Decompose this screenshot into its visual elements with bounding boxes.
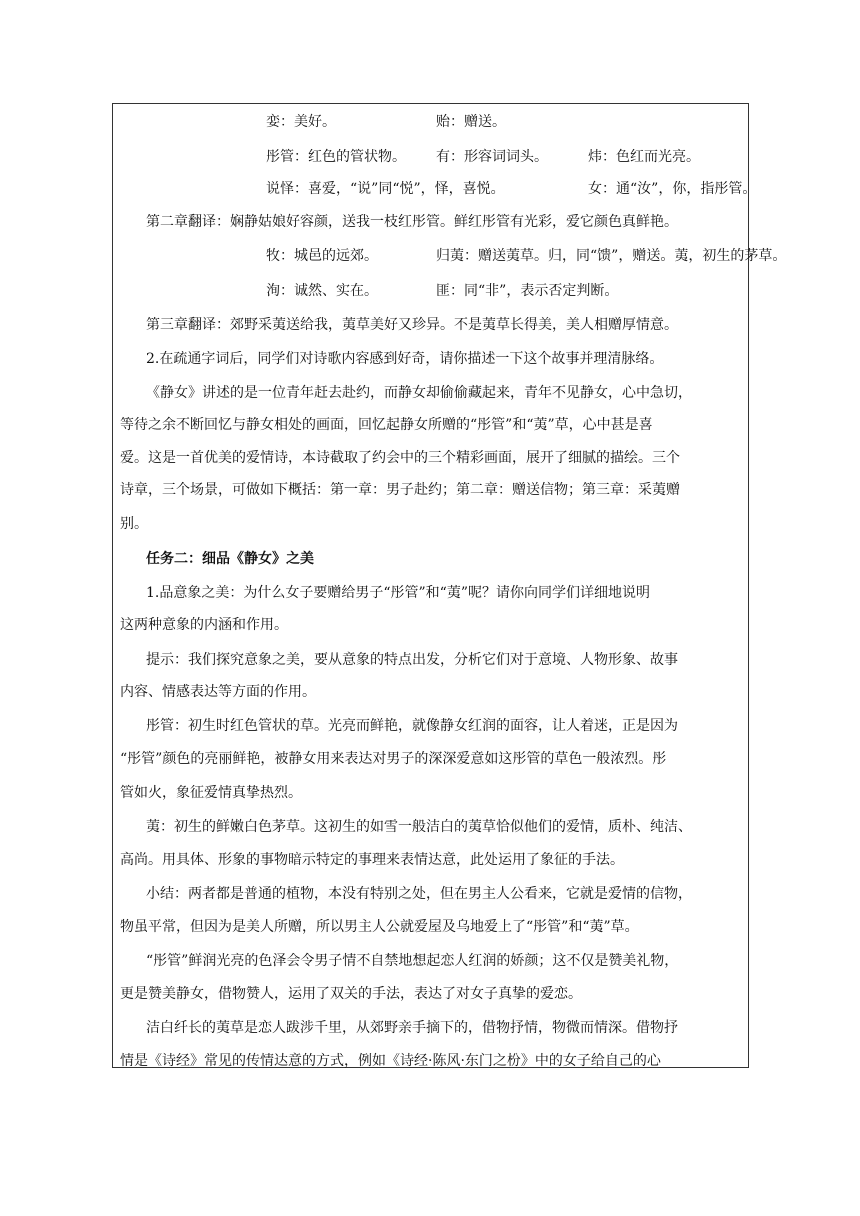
summary-line-2: 物虽平常，但因为是美人所赠，所以男主人公就爱屋及乌地爱上了“彤管”和“荑”草。 <box>120 919 639 935</box>
summary-line-1: 小结：两者都是普通的植物，本没有特别之处，但在男主人公看来，它就是爱情的信物， <box>146 886 692 902</box>
gloss-xun: 洵：诚然、实在。 <box>266 283 378 299</box>
story-line-5: 别。 <box>120 516 148 532</box>
gloss-nv: 女：通“汝”，你，指彤管。 <box>588 181 757 197</box>
gloss-yi-gift: 贻：赠送。 <box>436 114 506 130</box>
translation-ch3: 第三章翻译：郊野采荑送给我，荑草美好又珍异。不是荑草长得美，美人相赠厚情意。 <box>146 317 678 333</box>
translation-ch2: 第二章翻译：娴静姑娘好容颜，送我一枝红彤管。鲜红彤管有光彩，爱它颜色真鲜艳。 <box>146 214 678 230</box>
question-1-line-1: 1.品意象之美：为什么女子要赠给男子“彤管”和“荑”呢？请你向同学们详细地说明 <box>146 585 650 601</box>
tongguan-line-1: 彤管：初生时红色管状的草。光亮而鲜艳，就像静女红润的面容，让人着迷，正是因为 <box>146 718 678 734</box>
gloss-wei: 炜：色红而光亮。 <box>588 149 700 165</box>
story-line-4: 诗章，三个场景，可做如下概括：第一章：男子赴约；第二章：赠送信物；第三章：采荑赠 <box>120 482 680 498</box>
gloss-guiyi: 归荑：赠送荑草。归，同“馈”，赠送。荑，初生的茅草。 <box>436 248 787 264</box>
tongguan-line-3: 管如火，象征爱情真挚热烈。 <box>120 785 302 801</box>
question-1-line-2: 这两种意象的内涵和作用。 <box>120 617 288 633</box>
story-line-3: 爱。这是一首优美的爱情诗，本诗截取了约会中的三个精彩画面，展开了细腻的描绘。三个 <box>120 450 680 466</box>
story-line-1: 《静女》讲述的是一位青年赶去赴约，而静女却偷偷藏起来，青年不见静女，心中急切， <box>146 385 692 401</box>
story-line-2: 等待之余不断回忆与静女相处的画面，回忆起静女所赠的“彤管”和“荑”草，心中甚是喜 <box>120 417 653 433</box>
emotion-line-2: 情是《诗经》常见的传情达意的方式，例如《诗经·陈风·东门之枌》中的女子给自己的心 <box>120 1053 661 1069</box>
hint-line-2: 内容、情感表达等方面的作用。 <box>120 684 316 700</box>
emotion-line-1: 洁白纤长的荑草是恋人跋涉千里，从郊野亲手摘下的，借物抒情，物微而情深。借物抒 <box>146 1020 678 1036</box>
gloss-fei: 匪：同“非”，表示否定判断。 <box>436 283 619 299</box>
question-2: 2.在疏通字词后，同学们对诗歌内容感到好奇，请你描述一下这个故事并理清脉络。 <box>146 351 664 367</box>
yi-line-1: 荑：初生的鲜嫩白色茅草。这初生的如雪一般洁白的荑草恰似他们的爱情，质朴、纯洁、 <box>146 819 692 835</box>
tongguan-line-2: “彤管”颜色的亮丽鲜艳，被静女用来表达对男子的深深爱意如这彤管的草色一般浓烈。彤 <box>120 751 667 767</box>
gloss-luan: 娈：美好。 <box>266 114 336 130</box>
pun-line-1: “彤管”鲜润光亮的色泽会令男子情不自禁地想起恋人红润的娇颜；这不仅是赞美礼物， <box>146 953 679 969</box>
gloss-tongguan: 彤管：红色的管状物。 <box>266 149 406 165</box>
gloss-shuoyi: 说怿：喜爱，“说”同“悦”，怿，喜悦。 <box>266 181 505 197</box>
gloss-you: 有：形容词词头。 <box>436 149 548 165</box>
pun-line-2: 更是赞美静女，借物赞人，运用了双关的手法，表达了对女子真挚的爱恋。 <box>120 986 582 1002</box>
task-2-heading: 任务二：细品《静女》之美 <box>146 551 314 567</box>
yi-line-2: 高尚。用具体、形象的事物暗示特定的事理来表情达意，此处运用了象征的手法。 <box>120 852 624 868</box>
gloss-mu: 牧：城邑的远郊。 <box>266 248 378 264</box>
hint-line-1: 提示：我们探究意象之美，要从意象的特点出发，分析它们对于意境、人物形象、故事 <box>146 652 678 668</box>
